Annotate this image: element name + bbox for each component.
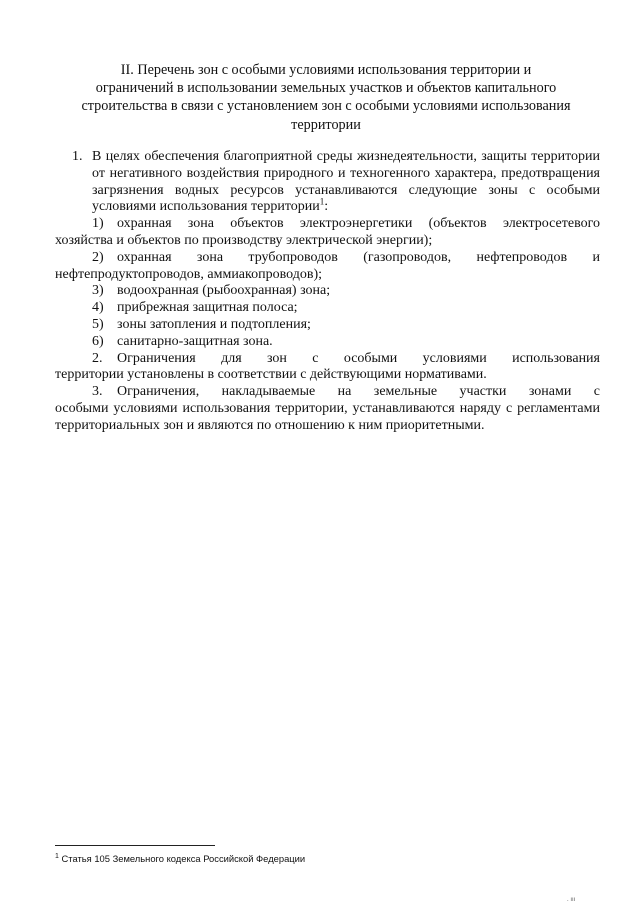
heading-line: территории bbox=[291, 116, 361, 133]
zone-number: 6) bbox=[92, 333, 104, 349]
heading-line: строительства в связи с установлением зон с особыми условиями использования bbox=[81, 98, 571, 115]
item-text: В целях обеспечения благоприятной среды жизнедеятельности, защиты территории от негативного воздействия природного и техногенного характера, предотвращения загрязнения водных ресурсов устанавливаются следующие зоны с особыми условиями использования территории bbox=[92, 149, 600, 215]
list-item-2 bbox=[55, 351, 600, 385]
item-number: 2. bbox=[92, 350, 103, 366]
zone-text-continued: нефтепродуктопроводов, аммиакопроводов); bbox=[55, 266, 322, 282]
zone-item bbox=[55, 300, 600, 317]
footnote-separator bbox=[55, 845, 215, 846]
heading-line: ограничений в использовании земельных участков и объектов капитального bbox=[95, 80, 557, 97]
zone-item bbox=[55, 216, 600, 250]
zone-number: 2) bbox=[92, 249, 104, 265]
zone-item bbox=[55, 317, 600, 334]
zone-text-continued: хозяйства и объектов по производству электрической энергии); bbox=[55, 232, 433, 248]
heading-line: II. Перечень зон с особыми условиями использования территории и bbox=[120, 62, 532, 78]
item-text: Ограничения для зон с особыми условиями использования bbox=[117, 350, 600, 366]
footnote bbox=[55, 853, 305, 864]
footnote-number: 1 bbox=[55, 852, 59, 860]
zone-number: 1) bbox=[92, 216, 104, 232]
zone-text: санитарно-защитная зона. bbox=[117, 333, 273, 349]
zone-text: водоохранная (рыбоохранная) зона; bbox=[117, 283, 331, 299]
page-mark: . ııı bbox=[567, 897, 576, 903]
item-text-continued: особыми условиями использования территории, устанавливаются наряду с регламентами территориальных зон и являются по отношению к ним приоритетными. bbox=[55, 400, 600, 433]
zone-item bbox=[55, 283, 600, 300]
item-text-continued: территории установлены в соответствии с действующими нормативами. bbox=[55, 367, 487, 383]
zone-item bbox=[55, 334, 600, 351]
zone-text: зоны затопления и подтопления; bbox=[117, 316, 311, 332]
zone-text: охранная зона трубопроводов (газопроводов, нефтепроводов и bbox=[117, 249, 600, 265]
document-body bbox=[55, 149, 600, 435]
item-text: Ограничения, накладываемые на земельные участки зонами с bbox=[117, 384, 600, 400]
item-number: 3. bbox=[92, 384, 103, 400]
footnote-text: Статья 105 Земельного кодекса Российской Федерации bbox=[61, 853, 306, 864]
item-number: 1. bbox=[72, 149, 83, 164]
list-item-1 bbox=[72, 149, 600, 216]
zone-text: прибрежная защитная полоса; bbox=[117, 300, 298, 316]
item-text-end: : bbox=[324, 199, 329, 215]
zone-number: 4) bbox=[92, 300, 104, 316]
zone-text: охранная зона объектов электроэнергетики (объектов электросетевого bbox=[117, 216, 600, 232]
footnote-reference: 1 bbox=[319, 196, 325, 207]
zone-item bbox=[55, 250, 600, 284]
zone-number: 5) bbox=[92, 316, 104, 332]
zone-number: 3) bbox=[92, 283, 104, 299]
list-item-3 bbox=[55, 384, 600, 434]
section-heading bbox=[70, 61, 582, 134]
